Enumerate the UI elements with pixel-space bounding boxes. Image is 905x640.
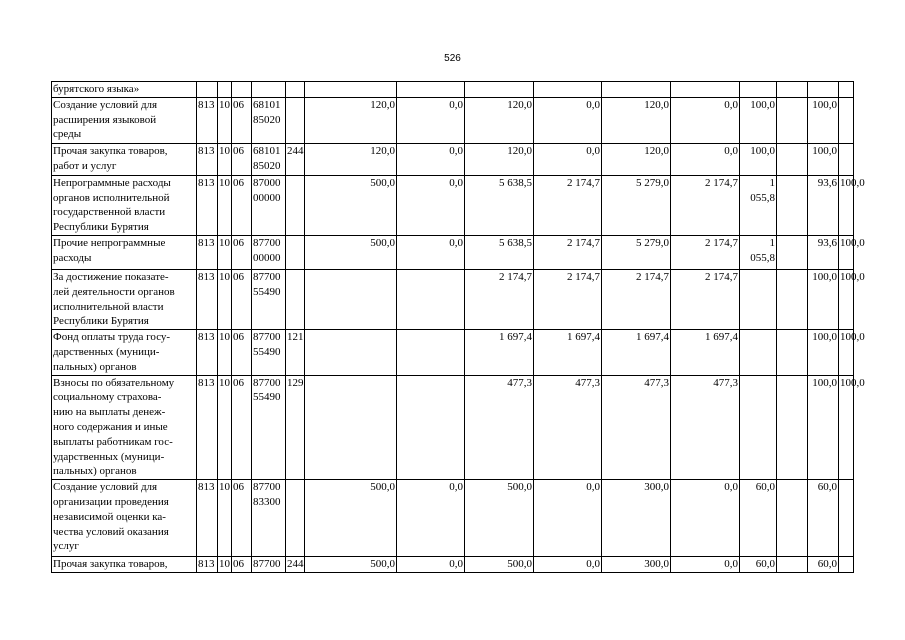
amount-3: 5 638,5 [465,235,534,269]
percent-2 [777,235,808,269]
amount-4: 2 174,7 [534,269,602,329]
table-row [52,330,854,375]
pr-code: 06 [232,330,252,375]
amount-6: 0,0 [671,143,740,175]
amount-5: 2 174,7 [602,269,671,329]
amount-4: 2 174,7 [534,175,602,235]
gr-code: 813 [197,175,218,235]
percent-4 [839,97,854,143]
amount-6 [671,82,740,98]
percent-1: 100,0 [740,143,777,175]
amount-3 [465,82,534,98]
gr-code: 813 [197,330,218,375]
vr-code [286,269,305,329]
vr-code [286,235,305,269]
amount-6: 477,3 [671,375,740,480]
row-name: Прочая закупка товаров, [52,557,197,573]
amount-3: 500,0 [465,557,534,573]
amount-2 [397,330,465,375]
amount-1 [305,82,397,98]
percent-2 [777,82,808,98]
vr-code [286,480,305,557]
amount-2 [397,269,465,329]
percent-1 [740,82,777,98]
amount-3: 5 638,5 [465,175,534,235]
amount-3: 1 697,4 [465,330,534,375]
amount-1 [305,330,397,375]
amount-2: 0,0 [397,480,465,557]
amount-4: 0,0 [534,480,602,557]
row-name: За достижение показате- лей деятельности органов исполнительной власти Республики Бурятия [52,269,197,329]
gr-code: 813 [197,480,218,557]
vr-code: 129 [286,375,305,480]
percent-3: 93,6 [808,235,839,269]
table-body [52,82,865,573]
rz-code: 10 [218,143,232,175]
gr-code: 813 [197,235,218,269]
percent-4: 100,0 [839,269,854,329]
percent-3: 100,0 [808,269,839,329]
amount-5: 477,3 [602,375,671,480]
amount-2 [397,82,465,98]
row-name: Взносы по обязательному социальному страхова- нию на выплаты денеж- ного содержания и иные выплаты работникам гос- ударственных (муници- пальных) органов [52,375,197,480]
percent-2 [777,175,808,235]
amount-6: 0,0 [671,480,740,557]
amount-4: 0,0 [534,97,602,143]
percent-3: 100,0 [808,375,839,480]
percent-4 [839,480,854,557]
vr-code [286,97,305,143]
row-name: бурятского языка» [52,82,197,98]
rz-code: 10 [218,557,232,573]
percent-2 [777,480,808,557]
amount-5 [602,82,671,98]
percent-2 [777,330,808,375]
percent-3: 100,0 [808,143,839,175]
rz-code [218,82,232,98]
gr-code: 813 [197,97,218,143]
vr-code: 244 [286,143,305,175]
percent-3: 100,0 [808,330,839,375]
amount-1: 120,0 [305,143,397,175]
csr-code: 87700 55490 [252,269,286,329]
percent-2 [777,143,808,175]
amount-6: 2 174,7 [671,269,740,329]
rz-code: 10 [218,330,232,375]
csr-code [252,82,286,98]
table-row [52,235,854,269]
amount-6: 2 174,7 [671,175,740,235]
amount-1: 500,0 [305,480,397,557]
percent-1 [740,330,777,375]
gr-code: 813 [197,143,218,175]
percent-1 [740,375,777,480]
row-name: Создание условий для организации проведения независимой оценки ка- чества условий оказания услуг [52,480,197,557]
amount-1: 500,0 [305,175,397,235]
csr-code: 87700 55490 [252,375,286,480]
percent-4 [839,143,854,175]
amount-3: 120,0 [465,97,534,143]
percent-3: 93,6 [808,175,839,235]
amount-3: 477,3 [465,375,534,480]
pr-code: 06 [232,480,252,557]
gr-code: 813 [197,375,218,480]
percent-1: 1 055,8 [740,175,777,235]
pr-code: 06 [232,269,252,329]
rz-code: 10 [218,269,232,329]
gr-code: 813 [197,557,218,573]
rz-code: 10 [218,235,232,269]
amount-1: 500,0 [305,235,397,269]
amount-2: 0,0 [397,175,465,235]
rz-code: 10 [218,175,232,235]
amount-3: 500,0 [465,480,534,557]
csr-code: 87700 00000 [252,235,286,269]
amount-1: 120,0 [305,97,397,143]
amount-5: 5 279,0 [602,175,671,235]
table-row [52,557,854,573]
amount-2: 0,0 [397,557,465,573]
amount-1: 500,0 [305,557,397,573]
amount-6: 0,0 [671,97,740,143]
percent-4 [839,557,854,573]
percent-3: 60,0 [808,557,839,573]
row-name: Создание условий для расширения языковой среды [52,97,197,143]
pr-code: 06 [232,235,252,269]
table-row [52,175,854,235]
amount-4: 0,0 [534,143,602,175]
csr-code: 87700 [252,557,286,573]
csr-code: 87700 83300 [252,480,286,557]
amount-5: 5 279,0 [602,235,671,269]
page-number: 526 [444,53,461,64]
vr-code: 244 [286,557,305,573]
percent-4: 100,0 [839,330,854,375]
percent-2 [777,557,808,573]
amount-1 [305,375,397,480]
csr-code: 87000 00000 [252,175,286,235]
amount-2: 0,0 [397,143,465,175]
table-row [52,480,854,557]
percent-2 [777,269,808,329]
budget-table [51,81,865,573]
percent-1: 100,0 [740,97,777,143]
percent-4: 100,0 [839,375,854,480]
amount-5: 300,0 [602,480,671,557]
amount-4: 477,3 [534,375,602,480]
percent-4: 100,0 [839,235,854,269]
table-row [52,269,854,329]
amount-5: 1 697,4 [602,330,671,375]
table-row [52,82,854,98]
table-row [52,143,854,175]
row-name: Фонд оплаты труда госу- дарственных (муници- пальных) органов [52,330,197,375]
percent-3: 60,0 [808,480,839,557]
amount-6: 2 174,7 [671,235,740,269]
amount-3: 120,0 [465,143,534,175]
row-name: Непрограммные расходы органов исполнительной государственной власти Республики Бурятия [52,175,197,235]
amount-6: 1 697,4 [671,330,740,375]
vr-code [286,82,305,98]
csr-code: 68101 85020 [252,97,286,143]
table-row [52,375,854,480]
percent-3: 100,0 [808,97,839,143]
amount-1 [305,269,397,329]
amount-2: 0,0 [397,235,465,269]
table-row [52,97,854,143]
gr-code: 813 [197,269,218,329]
amount-3: 2 174,7 [465,269,534,329]
gr-code [197,82,218,98]
percent-1 [740,269,777,329]
rz-code: 10 [218,97,232,143]
rz-code: 10 [218,480,232,557]
amount-5: 300,0 [602,557,671,573]
amount-5: 120,0 [602,143,671,175]
csr-code: 87700 55490 [252,330,286,375]
vr-code [286,175,305,235]
amount-4 [534,82,602,98]
vr-code: 121 [286,330,305,375]
percent-4: 100,0 [839,175,854,235]
csr-code: 68101 85020 [252,143,286,175]
percent-3 [808,82,839,98]
percent-4 [839,82,854,98]
amount-4: 2 174,7 [534,235,602,269]
row-name: Прочая закупка товаров, работ и услуг [52,143,197,175]
amount-4: 0,0 [534,557,602,573]
amount-2 [397,375,465,480]
pr-code [232,82,252,98]
percent-1: 60,0 [740,480,777,557]
rz-code: 10 [218,375,232,480]
amount-6: 0,0 [671,557,740,573]
percent-2 [777,97,808,143]
percent-1: 60,0 [740,557,777,573]
row-name: Прочие непрограммные расходы [52,235,197,269]
pr-code: 06 [232,175,252,235]
pr-code: 06 [232,97,252,143]
amount-2: 0,0 [397,97,465,143]
pr-code: 06 [232,143,252,175]
percent-1: 1 055,8 [740,235,777,269]
pr-code: 06 [232,375,252,480]
amount-4: 1 697,4 [534,330,602,375]
amount-5: 120,0 [602,97,671,143]
percent-2 [777,375,808,480]
pr-code: 06 [232,557,252,573]
